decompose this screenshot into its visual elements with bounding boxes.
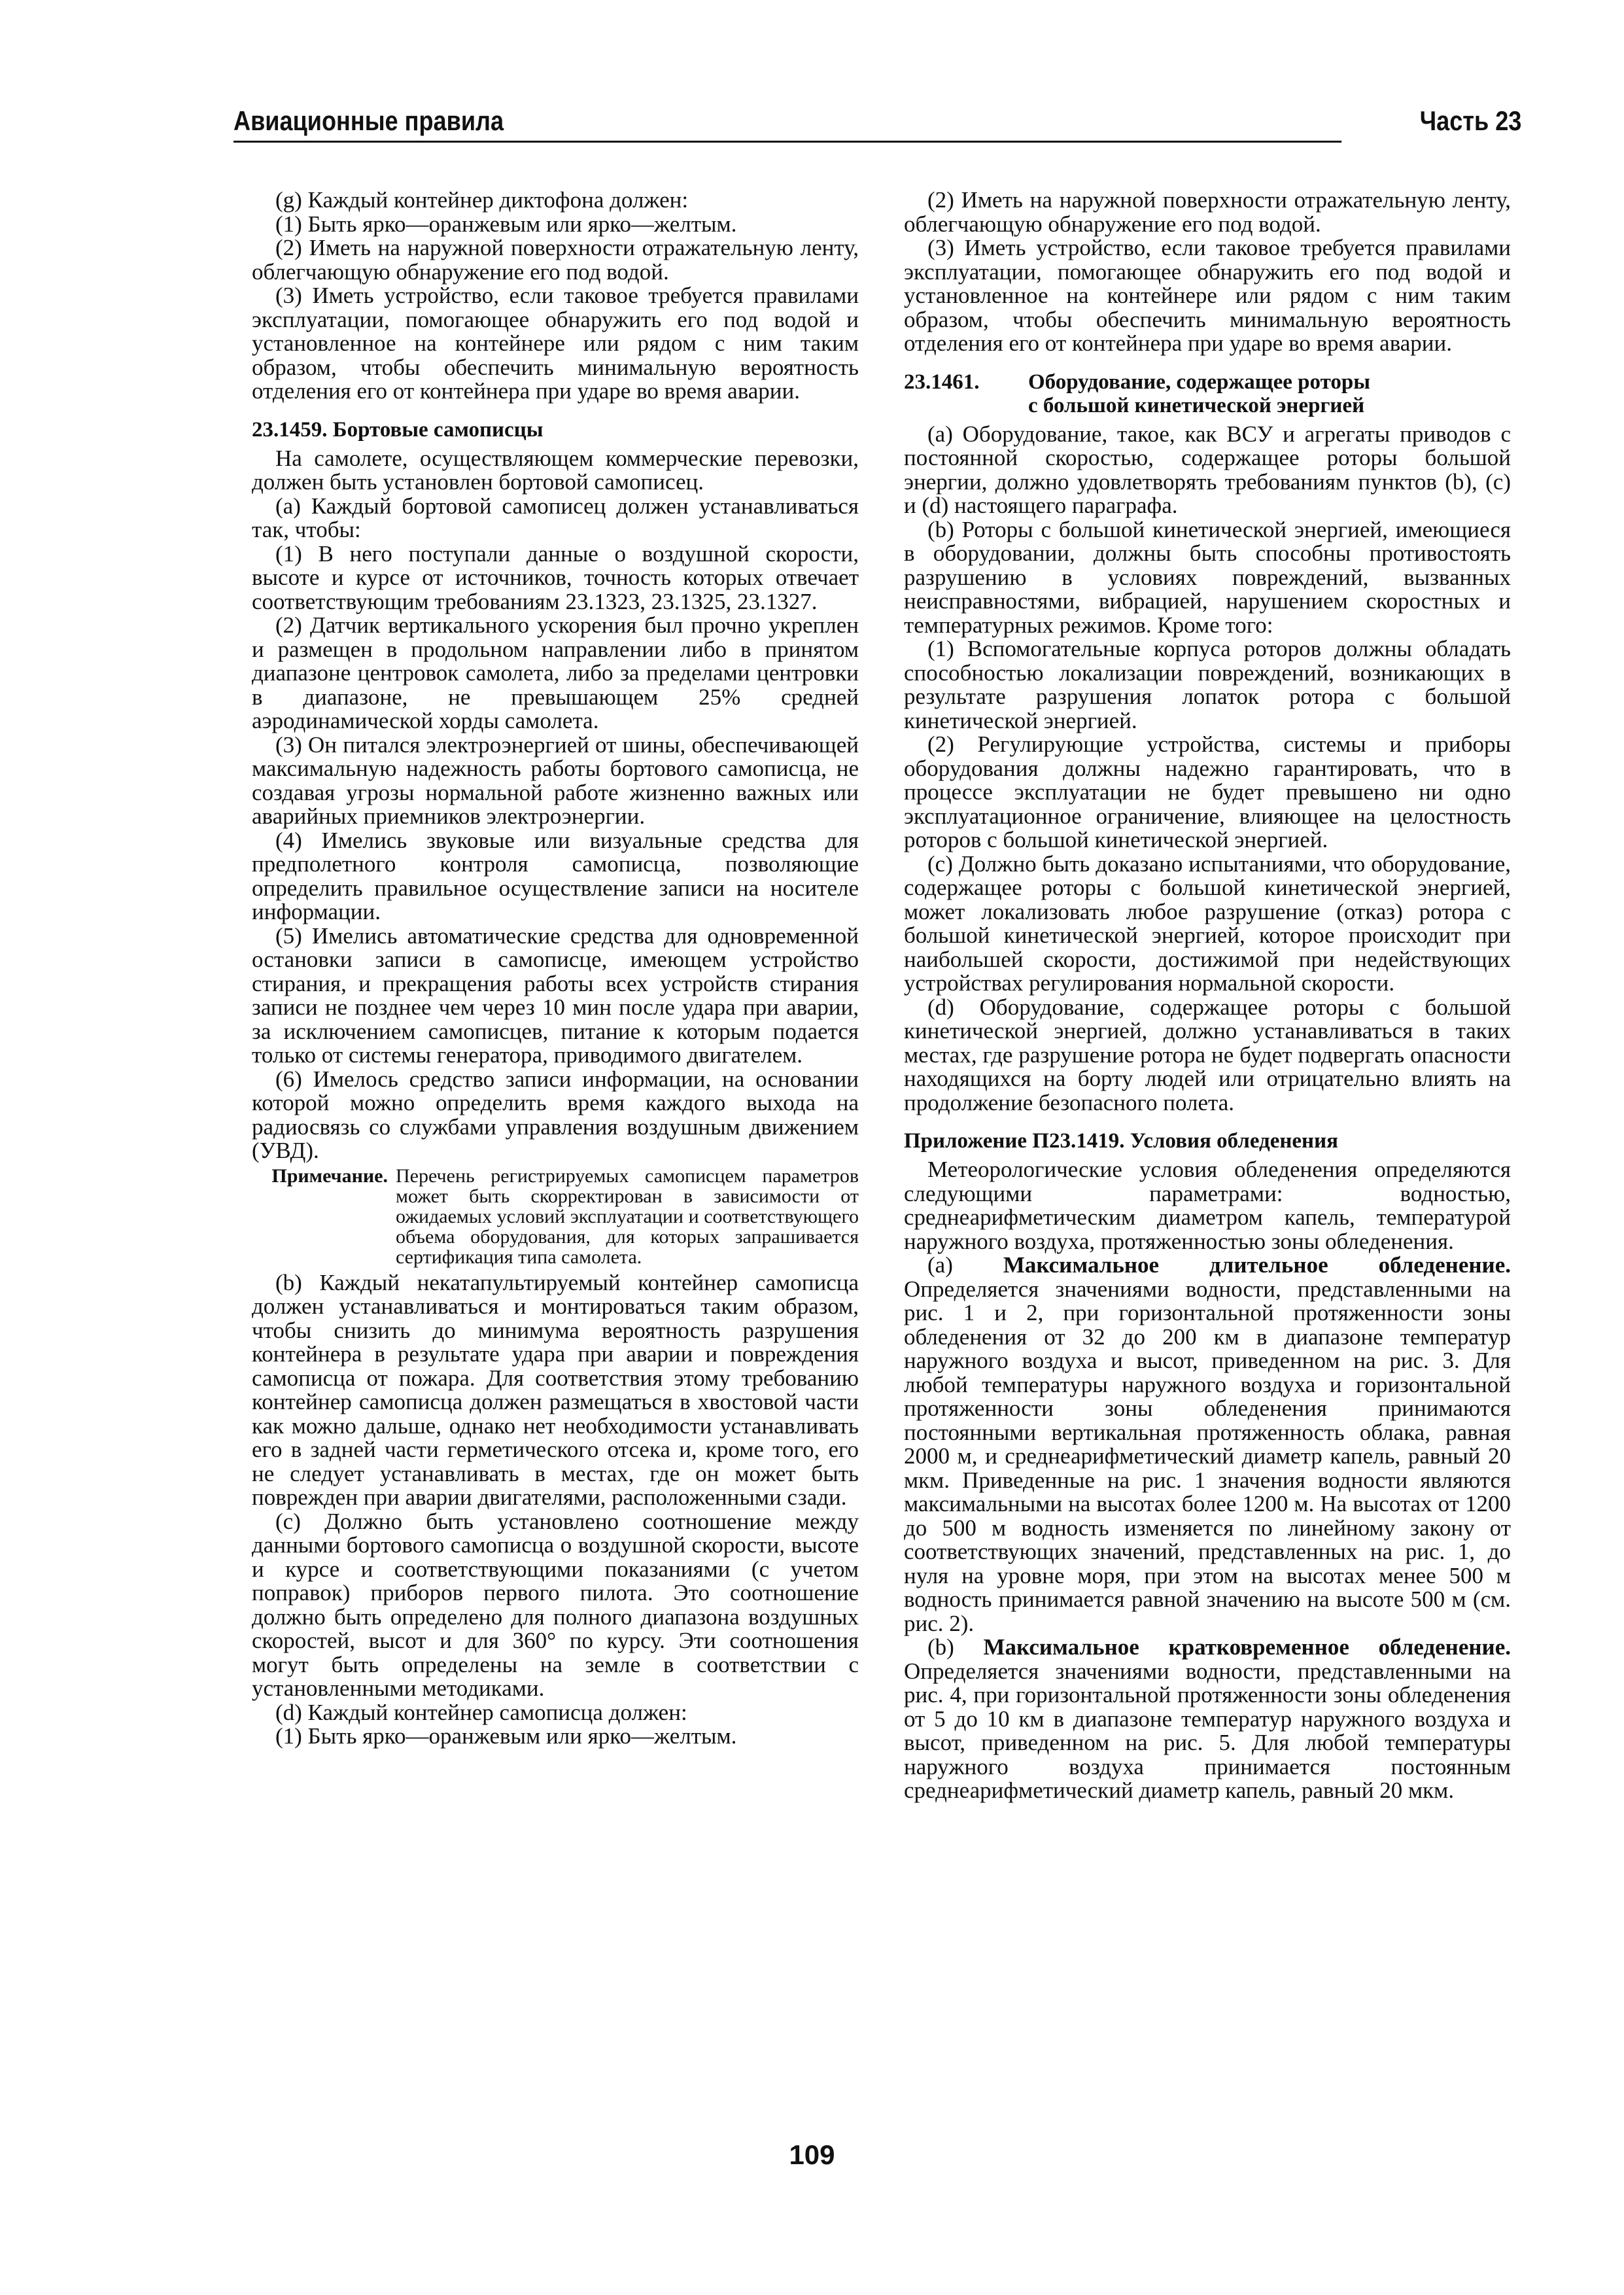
paragraph: (1) Быть ярко—оранжевым или ярко—желтым. xyxy=(275,211,737,237)
paragraph: (2) Датчик вертикального ускорения был прочно укреплен и размещен в продольном направлении либо в принятом диапазоне центровок самолета, либо за пределами центровки в диапазоне, не превышающем 25% средней аэродинамической хорды самолета. xyxy=(252,612,859,733)
page-number: 109 xyxy=(789,2139,835,2170)
paragraph: (a) Максимальное длительное обледенение. Определяется значениями водности, представленными на рис. 1 и 2, при горизонтальной протяженности зоны обледенения от 32 до 200 км в диапазоне температур наружного воздуха и высот, приведенном на рис. 3. Для любой температуры наружного воздуха и горизонтальной протяженности зоны обледенения принимаются постоянными вертикальная протяженность облака, равная 2000 м, и среднеарифметический диаметр капель, равный 20 мкм. Приведенные на рис. 1 значения водности являются максимальными на высотах более 1200 м. На высотах от 1200 до 500 м водность изменяется по линейному закону от соответствующих значений, представленных на рис. 1, до нуля на уровне моря, при этом на высотах менее 500 м водность принимается равной значению на высоте 500 м (см. рис. 2). xyxy=(904,1252,1511,1636)
paragraph: На самолете, осуществляющем коммерческие перевозки, должен быть установлен бортовой самописец. xyxy=(252,445,859,495)
note-label: Примечание. xyxy=(271,1165,388,1187)
header-part: Часть 23 xyxy=(1419,105,1522,136)
paragraph: Метеорологические условия обледенения определяются следующими параметрами: водностью, среднеарифметическим диаметром капель, температурой наружного воздуха, протяженностью зоны обледенения. xyxy=(904,1157,1511,1254)
paragraph: (b) Роторы с большой кинетической энергией, имеющиеся в оборудовании, должны быть способны противостоять разрушению в условиях повреждений, вызванных неисправностями, вибрацией, нарушением скоростных и температурных режимов. Кроме того: xyxy=(904,516,1511,638)
right-column xyxy=(904,188,1511,1803)
paragraph: (c) Должно быть установлено соотношение между данными бортового самописца о воздушной скорости, высоте и курсе и соответствующими показаниями (с учетом поправок) приборов первого пилота. Это соотношение должно быть определено для полного диапазона воздушных скоростей, высот и для 360° по курсу. Эти соотношения могут быть определены на земле в соответствии с установленными методиками. xyxy=(252,1508,859,1701)
section-heading-23-1459: 23.1459. Бортовые самописцы xyxy=(252,417,544,442)
paragraph: (c) Должно быть доказано испытаниями, что оборудование, содержащее роторы с большой кинетической энергией, может локализовать любое разрушение (отказ) ротора с большой кинетической энергией, которое происходит при наибольшей скорости, достижимой при недействующих устройствах регулирования нормальной скорости. xyxy=(904,850,1511,996)
paragraph: (3) Иметь устройство, если таковое требуется правилами эксплуатации, помогающее обнаружить его под водой и установленное на контейнере или рядом с ним таким образом, чтобы обеспечить минимальную вероятность отделения его от контейнера при ударе во время аварии. xyxy=(904,235,1511,356)
paragraph: (1) Вспомогательные корпуса роторов должны обладать способностью локализации повреждений, возникающих в результате разрушения лопаток ротора с большой кинетической энергией. xyxy=(904,636,1511,733)
paragraph: (a) Оборудование, такое, как ВСУ и агрегаты приводов с постоянной скоростью, содержащее роторы большой энергии, должно удовлетворять требованиям пунктов (b), (c) и (d) настоящего параграфа. xyxy=(904,421,1511,518)
inline-term: Максимальное длительное обледенение. xyxy=(1003,1252,1511,1278)
paragraph: (6) Имелось средство записи информации, на основании которой можно определить время каждого выхода на радиосвязь со службами управления воздушным движением (УВД). xyxy=(252,1066,859,1163)
paragraph: (d) Каждый контейнер самописца должен: xyxy=(275,1699,687,1725)
paragraph: (1) В него поступали данные о воздушной скорости, высоте и курсе от источников, точность которых отвечает соответствующим требованиям 23.1323, 23.1325, 23.1327. xyxy=(252,540,859,614)
note-block xyxy=(252,1166,859,1267)
left-column xyxy=(252,188,859,1749)
paragraph: (3) Он питался электроэнергией от шины, обеспечивающей максимальную надежность работы бортового самописца, не создавая угрозы нормальной работе жизненно важных или аварийных приемников электроэнергии. xyxy=(252,731,859,829)
paragraph: (b) Каждый некатапультируемый контейнер самописца должен устанавливаться и монтироваться таким образом, чтобы снизить до минимума вероятность разрушения контейнера в результате удара при аварии и повреждения самописца от пожара. Для соответствия этому требованию контейнер самописца должен размещаться в хвостовой части как можно дальше, однако нет необходимости устанавливать его в задней части герметического отсека и, кроме того, его не следует устанавливать в местах, где он может быть поврежден при аварии двигателями, расположенными сзади. xyxy=(252,1269,859,1510)
paragraph: (d) Оборудование, содержащее роторы с большой кинетической энергией, должно устанавливаться в таких местах, где разрушение ротора не будет подвергать опасности находящихся на борту людей или отрицательно влиять на продолжение безопасного полета. xyxy=(904,994,1511,1115)
paragraph: (2) Регулирующие устройства, системы и приборы оборудования должны надежно гарантировать, что в процессе эксплуатации не будет превышено ни одно эксплуатационное ограничение, влияющее на целостность роторов с большой кинетической энергией. xyxy=(904,731,1511,852)
paragraph: (g) Каждый контейнер диктофона должен: xyxy=(275,187,689,213)
paragraph: (2) Иметь на наружной поверхности отражательную ленту, облегчающую обнаружение его под водой. xyxy=(252,235,859,285)
paragraph: (5) Имелись автоматические средства для одновременной остановки записи в самописце, имеющем устройство стирания, и прекращения работы всех устройств стирания записи не позднее чем через 10 мин после удара при аварии, за исключением самописцев, питание к которым подается только от системы генератора, приводимого двигателем. xyxy=(252,922,859,1068)
header-title: Авиационные правила xyxy=(233,105,504,136)
note-text: Перечень регистрируемых самописцем параметров может быть скорректирован в зависимости от ожидаемых условий эксплуатации и соответствующего объема оборудования, для которых запрашивается сертификация типа самолета. xyxy=(396,1165,859,1268)
paragraph: (3) Иметь устройство, если таковое требуется правилами эксплуатации, помогающее обнаружить его под водой и установленное на контейнере или рядом с ним таким образом, чтобы обеспечить минимальную вероятность отделения его от контейнера при ударе во время аварии. xyxy=(252,283,859,404)
section-heading-23-1461: 23.1461. Оборудование, содержащее роторы с большой кинетической энергией xyxy=(904,370,1370,417)
paragraph: (1) Быть ярко—оранжевым или ярко—желтым. xyxy=(275,1723,737,1749)
appendix-heading: Приложение П23.1419. Условия обледенения xyxy=(904,1129,1338,1153)
paragraph: (b) Максимальное кратковременное обледенение. Определяется значениями водности, представленными на рис. 4, при горизонтальной протяженности зоны обледенения от 5 до 10 км в диапазоне температур наружного воздуха и высот, приведенном на рис. 5. Для любой температуры наружного воздуха принимается постоянным среднеарифметический диаметр капель, равный 20 мкм. xyxy=(904,1634,1511,1803)
inline-term: Максимальное кратковременное обледенение. xyxy=(983,1634,1511,1660)
paragraph: (2) Иметь на наружной поверхности отражательную ленту, облегчающую обнаружение его под водой. xyxy=(904,187,1511,237)
paragraph: (4) Имелись звуковые или визуальные средства для предполетного контроля самописца, позволяющие определить правильное осуществление записи на носителе информации. xyxy=(252,827,859,924)
running-header xyxy=(233,103,1522,143)
paragraph: (a) Каждый бортовой самописец должен устанавливаться так, чтобы: xyxy=(252,493,859,542)
